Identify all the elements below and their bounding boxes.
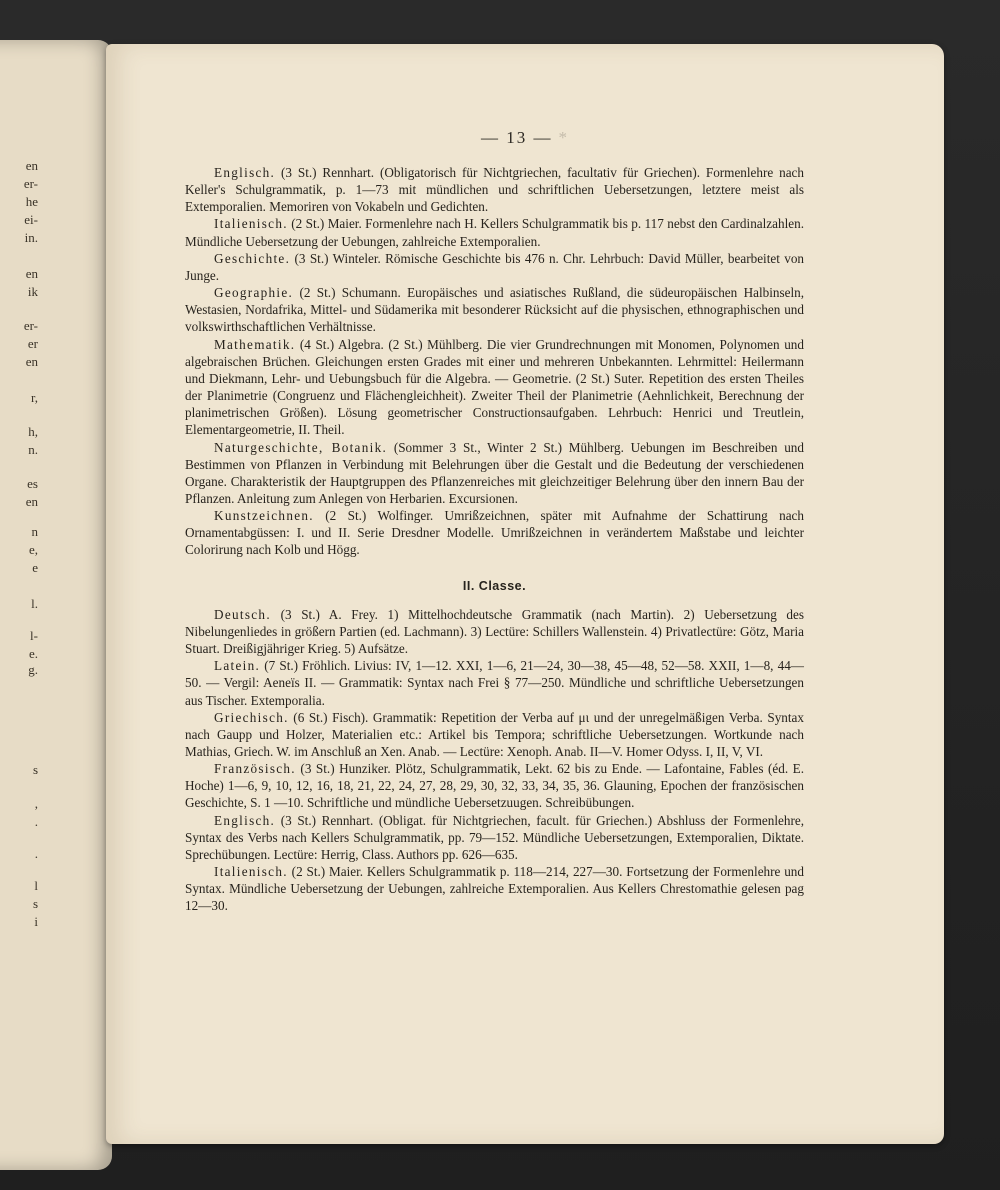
left-page-fragment: g. xyxy=(28,662,38,677)
subject-heading: Mathematik. xyxy=(214,336,296,352)
left-page-fragment: l xyxy=(34,878,38,893)
subject-description: (7 St.) Fröhlich. Livius: IV, 1—12. XXI, 1—6, 21—24, 30—38, 45—48, 52—58. XXII, 1—8, 44—50. — Vergil: Aeneïs II. — Grammatik: Syntax nach Frei § 77—250. Mündliche und schriftliche Uebersetzungen aus Tischer. Extemporalia. xyxy=(185,658,804,708)
left-page-fragment: . xyxy=(34,814,38,829)
left-page-fragment: l- xyxy=(30,628,38,643)
subject-description: (Sommer 3 St., Winter 2 St.) Mühlberg. Uebungen im Beschreiben und Bestimmen von Pflanzen in Verbindung mit Belehrungen über die Gestalt und die Bedeutung der verschiedenen Organe. Charakteristik der Hauptgruppen des Pflanzenreiches mit gleichzeitiger Belehrung über den innern Bau der Pflanzen. Anleitung zum Anlegen von Herbarien. Excursionen. xyxy=(185,439,804,506)
subject-paragraph xyxy=(185,336,804,439)
section-heading: II. Classe. xyxy=(462,578,527,593)
left-page-fragment: er xyxy=(27,336,38,351)
left-page-fragment: n xyxy=(31,524,38,539)
left-page xyxy=(0,40,112,1170)
left-page-fragment: i xyxy=(34,914,38,929)
left-page-fragment: en xyxy=(25,158,38,173)
subject-description: (4 St.) Algebra. (2 St.) Mühlberg. Die vier Grundrechnungen mit Monomen, Polynomen und algebraischen Brüchen. Gleichungen ersten Grades mit einer und mehreren Unbekannten. Lehrmittel: Heilermann und Diekmann, Lehr- und Uebungsbuch für die Algebra. — Geometrie. (2 St.) Suter. Repetition des ersten Theiles der Planimetrie (Congruenz und Flächengleichheit). Zweiter Theil der Planimetrie (Aehnlichkeit, Berechnung der planimetrischen Größen). Lösung geometrischer Constructionsaufgaben. Lehrbuch: Henrici und Treutlein, Elementargeometrie, II. Theil. xyxy=(185,336,804,438)
left-page-fragment: en xyxy=(25,354,38,369)
subject-paragraph xyxy=(185,863,804,914)
subject-paragraph xyxy=(185,507,804,558)
right-page xyxy=(106,44,944,1144)
page-number xyxy=(106,128,944,148)
left-page-fragment: en xyxy=(25,494,38,509)
left-page-fragment: e xyxy=(32,560,38,575)
left-page-fragment: es xyxy=(27,476,38,491)
subject-heading: Griechisch. xyxy=(214,709,289,725)
left-page-fragment: he xyxy=(25,194,38,209)
left-page-fragment: s xyxy=(32,896,38,911)
subject-heading: Deutsch. xyxy=(214,606,271,622)
left-page-fragment: er- xyxy=(23,176,38,191)
left-page-fragment: r, xyxy=(30,390,38,405)
left-page-fragment: er- xyxy=(23,318,38,333)
subject-heading: Geschichte. xyxy=(214,250,291,266)
left-page-fragment: in. xyxy=(24,230,38,245)
subject-heading: Latein. xyxy=(214,658,261,674)
left-page-fragment: s xyxy=(32,762,38,777)
subject-description: (3 St.) A. Frey. 1) Mittelhochdeutsche Grammatik (nach Martin). 2) Uebersetzung des Nibelungenliedes in größern Partien (ed. Lachmann). 3) Lectüre: Schillers Wallenstein. 4) Privatlectüre: Götz, Maria Stuart. Dreißigjähriger Krieg. 5) Aufsätze. xyxy=(185,606,805,657)
section-third-class-subjects xyxy=(185,164,804,559)
subject-paragraph xyxy=(185,439,804,508)
left-page-fragment: ei- xyxy=(24,212,38,227)
subject-description: (2 St.) Maier. Kellers Schulgrammatik p. 118—214, 227—30. Fortsetzung der Formenlehre und Syntax. Mündliche Uebersetzung der Uebungen, zahlreiche Extemporalien. Aus Kellers Chrestomathie gelesen pag 12—30. xyxy=(185,864,804,914)
subject-heading: Geographie. xyxy=(214,285,294,301)
subject-paragraph xyxy=(185,812,804,863)
subject-description: (2 St.) Maier. Formenlehre nach H. Kellers Schulgrammatik bis p. 117 nebst den Cardinalzahlen. Mündliche Uebersetzung der Uebungen, zahlreiche Extemporalien. xyxy=(185,216,805,249)
subject-paragraph xyxy=(185,250,804,284)
left-page-fragment: e, xyxy=(28,542,38,557)
subject-paragraph xyxy=(185,657,804,708)
left-page-fragment: , xyxy=(34,796,38,811)
subject-description: (3 St.) Rennhart. (Obligat. für Nichtgriechen, facult. für Griechen.) Abshluss der Formenlehre, Syntax des Verbs nach Kellers Schulgrammatik, pp. 79—152. Mündliche Uebersetzungen, Extemporalien, Diktate. Sprechübungen. Lectüre: Herrig, Class. Authors pp. 626—635. xyxy=(185,812,805,862)
subject-paragraph xyxy=(185,760,804,811)
subject-description: (3 St.) Hunziker. Plötz, Schulgrammatik, Lekt. 62 bis zu Ende. — Lafontaine, Fables (éd. E. Hoche) 1—6, 9, 10, 12, 16, 18, 21, 22, 24, 27, 28, 29, 30, 32, 33, 34, 35, 36. Glauning, Epochen der französischen Geschichte, S. 1 —10. Schriftliche und mündliche Uebersetzuugen. Schreibübungen. xyxy=(185,761,805,811)
subject-description: (6 St.) Fisch). Grammatik: Repetition der Verba auf μι und der unregelmäßigen Verba. Syntax nach Gaupp und Holzer, Materialien etc.: Artikel bis Tempora; schriftliche Uebersetzungen. Wortkunde nach Mathias, Griech. W. im Anschluß an Xen. Anab. — Lectüre: Xenoph. Anab. II—V. Homer Odyss. I, II, V, VI. xyxy=(185,709,804,759)
subject-heading: Naturgeschichte, Botanik. xyxy=(214,439,388,455)
subject-heading: Kunstzeichnen. xyxy=(214,508,314,524)
subject-description: (2 St.) Wolfinger. Umrißzeichnen, später mit Aufnahme der Schattirung nach Ornamentabgüssen: I. und II. Serie Dresdner Modelle. Umrißzeichnen in verändertem Maßstabe und leichter Colorirung nach Kolb und Högg. xyxy=(185,508,804,558)
subject-description: (2 St.) Schumann. Europäisches und asiatisches Rußland, die südeuropäischen Halbinseln, Westasien, Nordafrika, Mittel- und Südamerika mit besonderer Rücksicht auf die physischen, ethnographischen und volkswirthschaftlichen Verhältnisse. xyxy=(185,285,805,335)
subject-paragraph xyxy=(185,164,804,215)
subject-heading: Französisch. xyxy=(214,761,296,777)
left-page-fragment: en xyxy=(25,266,38,281)
left-page-fragment: n. xyxy=(28,442,38,457)
left-page-fragment: ik xyxy=(27,284,38,299)
subject-paragraph xyxy=(185,709,804,760)
left-page-fragment: e. xyxy=(28,646,38,661)
subject-heading: Englisch. xyxy=(214,165,276,180)
subject-heading: Italienisch. xyxy=(214,864,288,880)
subject-description: (3 St.) Winteler. Römische Geschichte bis 476 n. Chr. Lehrbuch: David Müller, bearbeitet von Junge. xyxy=(185,250,805,283)
subject-description: (3 St.) Rennhart. (Obligatorisch für Nichtgriechen, facultativ für Griechen). Formenlehre nach Keller's Schulgrammatik, p. 1—73 mit mündlichen und schriftlichen Uebersetzungen, letztere meist als Extemporalien. Memoriren von Vokabeln und Gedichten. xyxy=(185,165,805,215)
page-mark: * xyxy=(558,128,569,147)
left-page-fragment: l. xyxy=(31,596,38,611)
left-page-fragment: h, xyxy=(28,424,38,439)
section-second-class-subjects xyxy=(185,606,804,915)
subject-heading: Englisch. xyxy=(214,812,276,828)
page-number-text: — 13 — xyxy=(481,128,553,147)
subject-paragraph xyxy=(185,606,804,657)
subject-paragraph xyxy=(185,215,804,249)
page-body xyxy=(185,164,804,915)
subject-heading: Italienisch. xyxy=(214,216,288,232)
left-page-fragment: . xyxy=(34,846,38,861)
subject-paragraph xyxy=(185,284,804,335)
